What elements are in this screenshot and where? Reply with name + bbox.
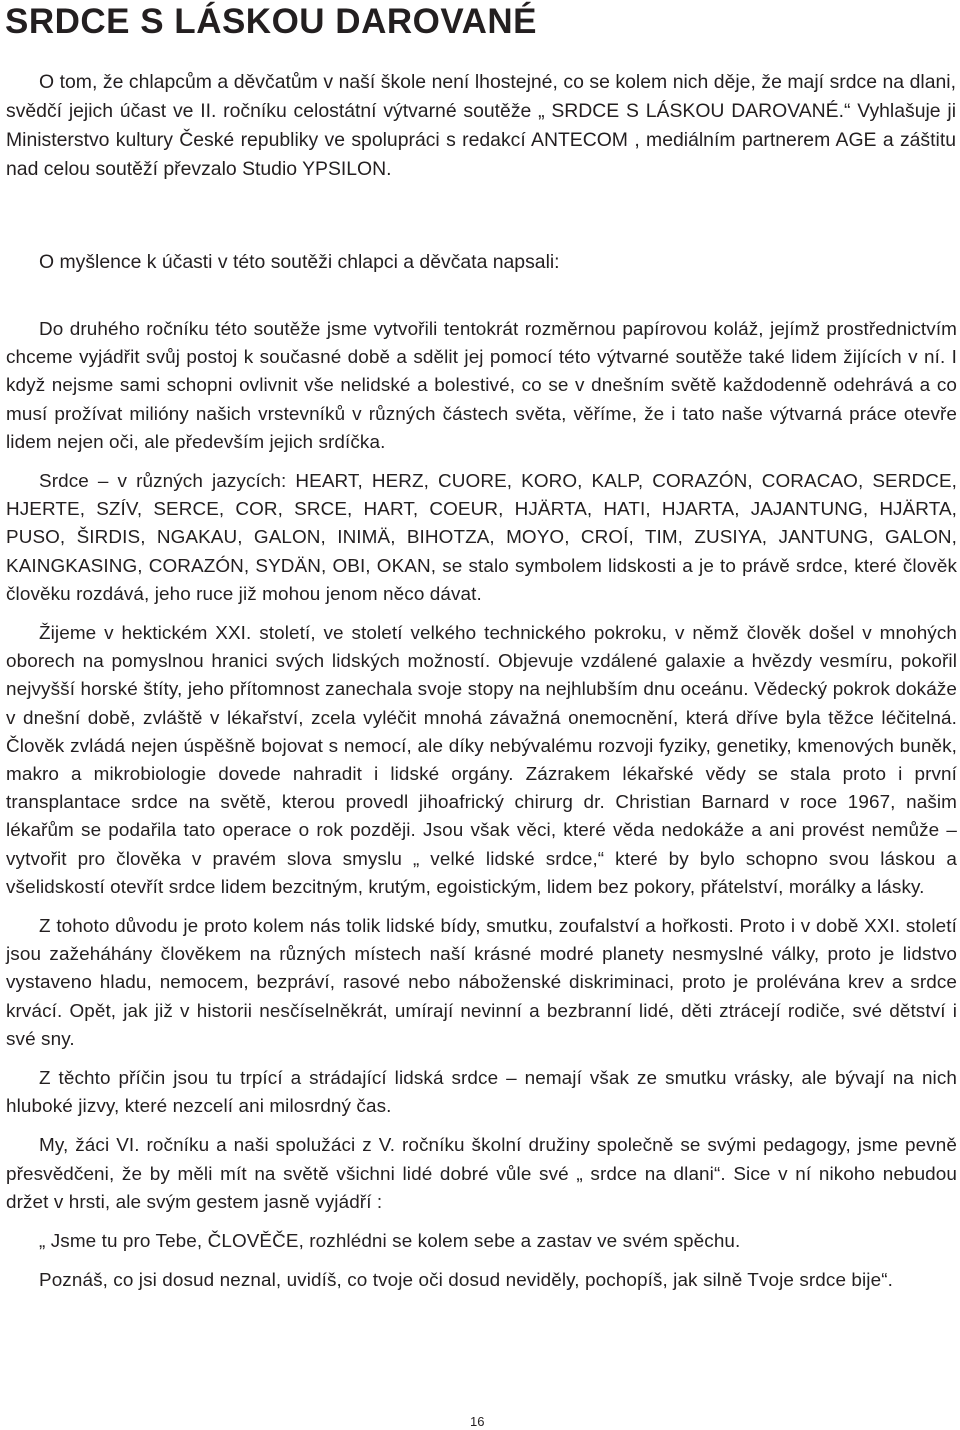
body-paragraph-3: Žijeme v hektickém XXI. století, ve století velkého technického pokroku, v němž člověk došel v mnohých oborech na pomyslnou hranici svých lidských možností. Objevuje vzdálené galaxie a hvězdy vesmíru, pokořil nejvyšší horské štíty, jeho přítomnost zanechala svoje stopy na nejhlubším dnu oceánu. Vědecký pokrok dokáže v dnešní době, zvláště v lékařství, zcela vyléčit mnohá závažná onemocnění, která dříve byla těžce léčitelná. Člověk zvládá nejen úspěšně bojovat s nemocí, ale díky nebývalému rozvoji fyziky, genetiky, kmenových buněk, makro a mikrobiologie dovede nahradit i lidské orgány. Zázrakem lékařské vědy se stala proto i první transplantace srdce na světě, kterou provedl jihoafrický chirurg dr. Christian Barnard v roce 1967, našim lékařům se podařila tato operace o rok později. Jsou však věci, které věda nedokáže a ani provést nemůže – vytvořit pro člověka v pravém slova smyslu „ velké lidské srdce,“ které by bylo schopno svou láskou a všelidskostí otevřít srdce lidem bezcitným, krutým, egoistickým, lidem bez pokory, přátelství, morálky a lásky. [6,623,957,898]
body-paragraph-8: Poznáš, co jsi dosud neznal, uvidíš, co tvoje oči dosud neviděly, pochopíš, jak silně Tvoje srdce bije“. [39,1270,893,1292]
body-paragraph-1: Do druhého ročníku této soutěže jsme vytvořili tentokrát rozměrnou papírovou koláž, jejímž prostřednictvím chceme vyjádřit svůj postoj k současné době a sdělit jej pomocí této výtvarné soutěže také lidem žijících v ní. I když nejsme sami schopni ovlivnit vše nelidské a bolestivé, co se v dnešním světě každodenně odehrává a co musí prožívat milióny našich vrstevníků v různých částech světa, věříme, že i tato naše výtvarná práce otevře lidem nejen oči, ale především jejich srdíčka. [6,319,957,453]
intro-paragraph: O tom, že chlapcům a děvčatům v naší škole není lhostejné, co se kolem nich děje, že mají srdce na dlani, svědčí jejich účast ve II. ročníku celostátní výtvarné soutěže „ SRDCE S LÁSKOU DAROVANÉ.“ Vyhlašuje ji Ministerstvo kultury České republiky ve spolupráci s redakcí ANTECOM , mediálním partnerem AGE a záštitu nad celou soutěží převzalo Studio YPSILON. [6,71,956,180]
body-paragraph-6: My, žáci VI. ročníku a naši spolužáci z V. ročníku školní družiny společně se svými pedagogy, jsme pevně přesvědčeni, že by měli mít na světě všichni lidé dobré vůle své „ srdce na dlani“. Sice v ní nikoho nebudou držet v hrsti, ale svým gestem jasně vyjádří : [6,1135,957,1213]
body-paragraph-2: Srdce – v různých jazycích: HEART, HERZ, CUORE, KORO, KALP, CORAZÓN, CORACAO, SERDCE, HJERTE, SZÍV, SERCE, COR, SRCE, HART, COEUR, HJÄRTA, HATI, HJARTA, JAJANTUNG, HJÄRTA, PUSO, ŠIRDIS, NGAKAU, GALON, INIMÄ, BIHOTZA, MOYO, CROÍ, TIM, ZUSIYA, JANTUNG, GALON, KAINGKASING, CORAZÓN, SYDÄN, OBI, OKAN, se stalo symbolem lidskosti a je to právě srdce, které člověk člověku rozdává, jeho ruce již mohou jenom něco dávat. [6,471,957,605]
body-paragraph-7: „ Jsme tu pro Tebe, ČLOVĚČE, rozhlédni se kolem sebe a zastav ve svém spěchu. [39,1231,741,1253]
lead-sentence: O myšlence k účasti v této soutěži chlapci a děvčata napsali: [39,251,560,273]
article-body [6,316,957,1307]
body-paragraph-5: Z těchto příčin jsou tu trpící a strádající lidská srdce – nemají však ze smutku vrásky, ale bývají na nich hluboké jizvy, které nezcelí ani milosrdný čas. [6,1068,957,1118]
page-title: SRDCE S LÁSKOU DAROVANÉ [5,2,538,41]
page-number: 16 [470,1414,485,1429]
body-paragraph-4: Z tohoto důvodu je proto kolem nás tolik lidské bídy, smutku, zoufalství a hořkosti. Proto i v době XXI. století jsou zažeháhány člověkem na různých místech naší krásné modré planety nesmyslné války, proto je lidstvo vystaveno hladu, nemocem, bezpráví, rasové nebo náboženské diskriminaci, proto je prolévána krev a srdce krvácí. Opět, jak již v historii nesčíselněkrát, umírají nevinní a bezbranní lidé, děti ztrácejí rodiče, své dětství i své sny. [6,916,957,1050]
